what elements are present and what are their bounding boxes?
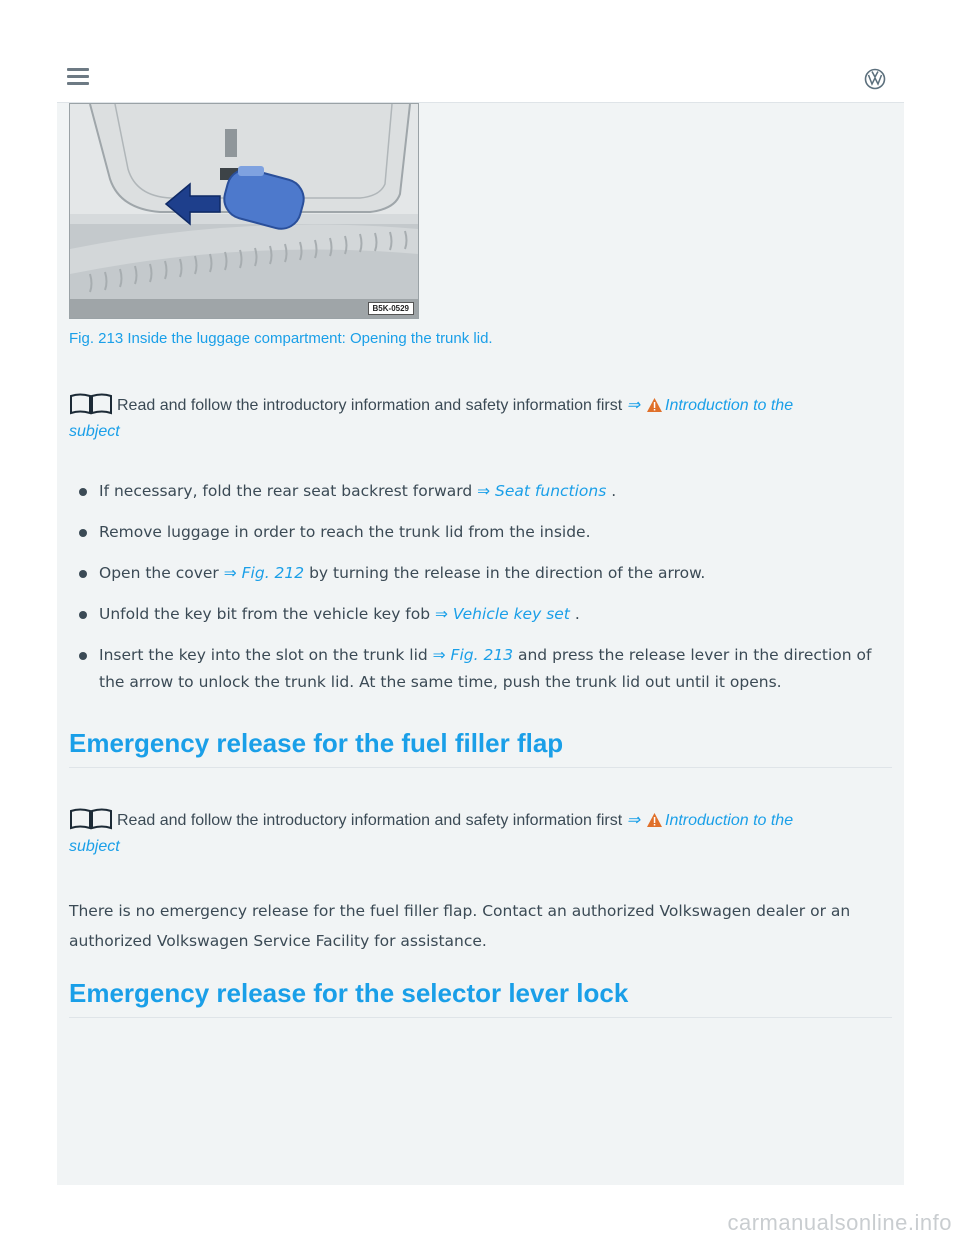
list-item — [69, 642, 899, 696]
bullet-icon — [79, 488, 87, 496]
intro-note-text: Read and follow the introductory information and safety information first — [117, 397, 623, 414]
step-text: Unfold the key bit from the vehicle key fob — [99, 605, 436, 623]
trunk-illustration — [70, 104, 418, 318]
intro-link-1[interactable]: Introduction to the — [665, 812, 794, 829]
vw-logo-icon[interactable] — [864, 68, 886, 90]
intro-arrow[interactable]: ⇒ — [626, 397, 641, 414]
watermark: carmanualsonline.info — [727, 1210, 952, 1235]
step-list — [69, 478, 899, 710]
intro-link-2[interactable]: subject — [69, 838, 120, 855]
list-item — [69, 478, 899, 505]
intro-note-text: Read and follow the introductory information and safety information first — [117, 812, 623, 829]
step-text: Insert the key into the slot on the trunk lid — [99, 646, 433, 664]
list-item — [69, 601, 899, 628]
list-item — [69, 560, 899, 587]
heading-fuel-filler: Emergency release for the fuel filler flap — [69, 728, 892, 768]
trunk-lid-figure — [69, 103, 419, 319]
step-link[interactable]: ⇒ Seat functions — [477, 482, 607, 500]
menu-icon[interactable] — [67, 68, 89, 86]
top-bar — [57, 56, 904, 103]
book-icon — [69, 393, 113, 415]
content-panel — [57, 103, 904, 1185]
list-item — [69, 519, 899, 546]
intro-note — [69, 393, 884, 445]
book-icon — [69, 808, 113, 830]
step-link[interactable]: ⇒ Fig. 213 — [432, 646, 514, 664]
bullet-icon — [79, 529, 87, 537]
step-text-post: and press the release lever in the direction of the arrow to unlock the trunk lid. At the same time, push the trunk lid out until it opens. — [99, 646, 872, 691]
step-text: Remove luggage in order to reach the trunk lid from the inside. — [99, 523, 591, 541]
step-text-post: . — [606, 482, 617, 500]
step-text-post: . — [569, 605, 580, 623]
warning-icon — [646, 397, 663, 413]
figure-code: B5K-0529 — [368, 302, 414, 315]
fuel-intro-note — [69, 808, 884, 860]
intro-arrow[interactable]: ⇒ — [626, 812, 641, 829]
heading-selector-lever: Emergency release for the selector lever lock — [69, 978, 892, 1018]
bullet-icon — [79, 570, 87, 578]
step-text: If necessary, fold the rear seat backrest forward — [99, 482, 478, 500]
figure-caption: Fig. 213 Inside the luggage compartment: Opening the trunk lid. — [69, 330, 493, 347]
fuel-paragraph: There is no emergency release for the fuel filler flap. Contact an authorized Volkswagen dealer or an authorized Volkswagen Service Facility for assistance. — [69, 902, 851, 950]
bullet-icon — [79, 611, 87, 619]
intro-link-1[interactable]: Introduction to the — [665, 397, 794, 414]
bullet-icon — [79, 652, 87, 660]
step-link[interactable]: ⇒ Vehicle key set — [435, 605, 570, 623]
warning-icon — [646, 812, 663, 828]
step-text: Open the cover — [99, 564, 224, 582]
step-text-post: by turning the release in the direction of the arrow. — [304, 564, 706, 582]
step-link[interactable]: ⇒ Fig. 212 — [223, 564, 305, 582]
intro-link-2[interactable]: subject — [69, 423, 120, 440]
